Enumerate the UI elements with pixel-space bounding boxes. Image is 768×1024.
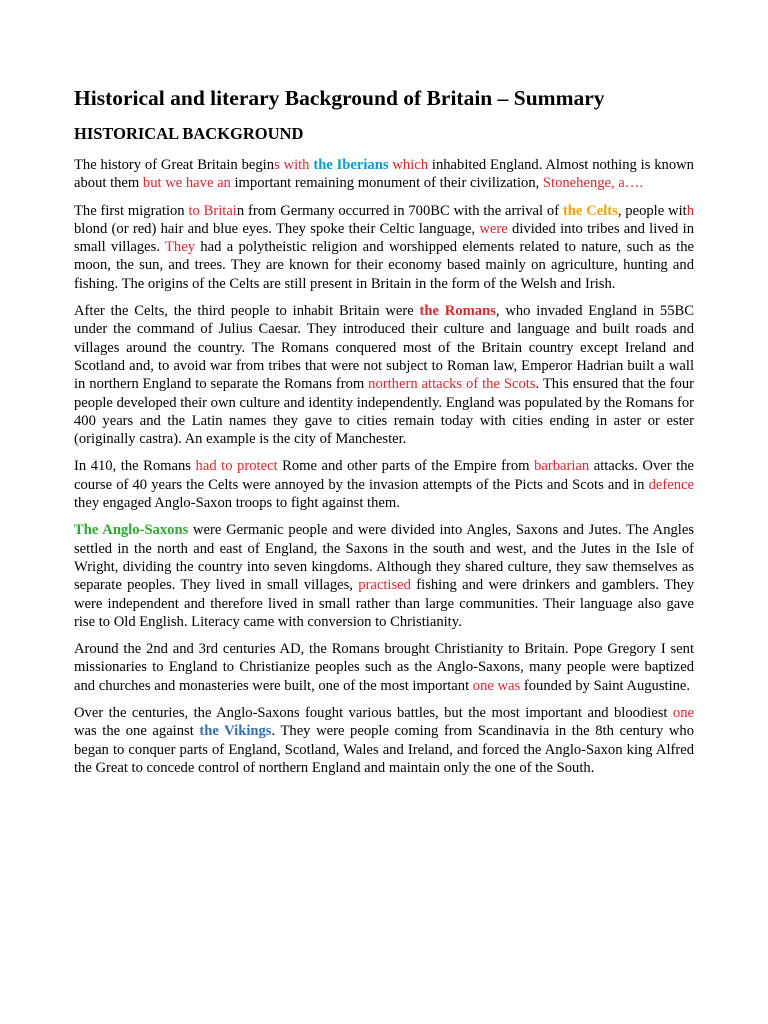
paragraph-410: In 410, the Romans had to protect Rome and other parts of the Empire from barbarian attacks. Over the course of 40 years the Celts were annoyed by the invasion attempts of the Picts and Scots and in defence they engaged Anglo-Saxon troops to fight against them. bbox=[74, 458, 694, 512]
highlight-vikings: the Vikings bbox=[199, 723, 272, 740]
highlight-iberians: the Iberians bbox=[313, 157, 389, 173]
paragraph-vikings: Over the centuries, the Anglo-Saxons fought various battles, but the most important and bloodiest one was the one against the Vikings. They were people coming from Scandinavia in the 8th century who began to conquer parts of England, Scotland, Wales and Ireland, and forced the Anglo-Saxon king Alfred the Great to concede control of northern England and maintain only the one of the South. bbox=[74, 705, 695, 776]
paragraph-christianity: Around the 2nd and 3rd centuries AD, the Romans brought Christianity to Britain. Pope Gregory I sent missionaries to England to Christianize peoples such as the Anglo-Saxons, many people were baptized and churches and monasteries were built, one of the most important one was founded by Saint Augustine. bbox=[74, 641, 694, 694]
section-heading: HISTORICAL BACKGROUND bbox=[74, 124, 304, 143]
paragraph-iberians: The history of Great Britain begins with the Iberians which inhabited England. Almost nothing is known about them but we have an important remaining monument of their civilization, Stonehenge, a…. bbox=[74, 157, 694, 192]
paragraph-romans: After the Celts, the third people to inhabit Britain were the Romans, who invaded England in 55BC under the command of Julius Caesar. They introduced their culture and language and built roads and villages around the country. The Romans conquered most of the Britain country except Ireland and Scotland and, to avoid war from tribes that were not subject to Roman law, Emperor Hadrian built a wall in northern England to separate the Romans from northern attacks of the Scots. This ensured that the four people developed their own culture and identity independently. England was populated by the Romans for 400 years and the Latin names they gave to cities remain today with cities ending in aster or ester (originally castra). An example is the city of Manchester. bbox=[74, 303, 694, 448]
highlight-anglo-saxons: The Anglo-Saxons bbox=[74, 522, 189, 539]
body-text bbox=[74, 156, 694, 777]
document-title: Historical and literary Background of Britain – Summary bbox=[74, 86, 605, 110]
highlight-romans: the Romans bbox=[419, 303, 496, 320]
paragraph-anglo-saxons: The Anglo-Saxons were Germanic people and were divided into Angles, Saxons and Jutes. The Angles settled in the north and east of England, the Saxons in the south and west, and the Jutes in the Isle of Wright, dividing the country into seven kingdoms. Although they shared culture, they saw themselves as separate peoples. They lived in small villages, practised fishing and were drinkers and gamblers. They were independent and therefore lived in small rather than large communities. Their language also gave rise to Old English. Literacy came with conversion to Christianity. bbox=[74, 522, 694, 630]
paragraph-celts: The first migration to Britain from Germany occurred in 700BC with the arrival of the Celts, people with blond (or red) hair and blue eyes. They spoke their Celtic language, were divided into tribes and lived in small villages. They had a polytheistic religion and worshipped elements related to nature, such as the moon, the sun, and trees. They are known for their economy based mainly on agriculture, hunting and fishing. The origins of the Celts are still present in Britain in the form of the Welsh and Irish. bbox=[74, 202, 694, 292]
highlight-celts: the Celts bbox=[562, 202, 618, 219]
